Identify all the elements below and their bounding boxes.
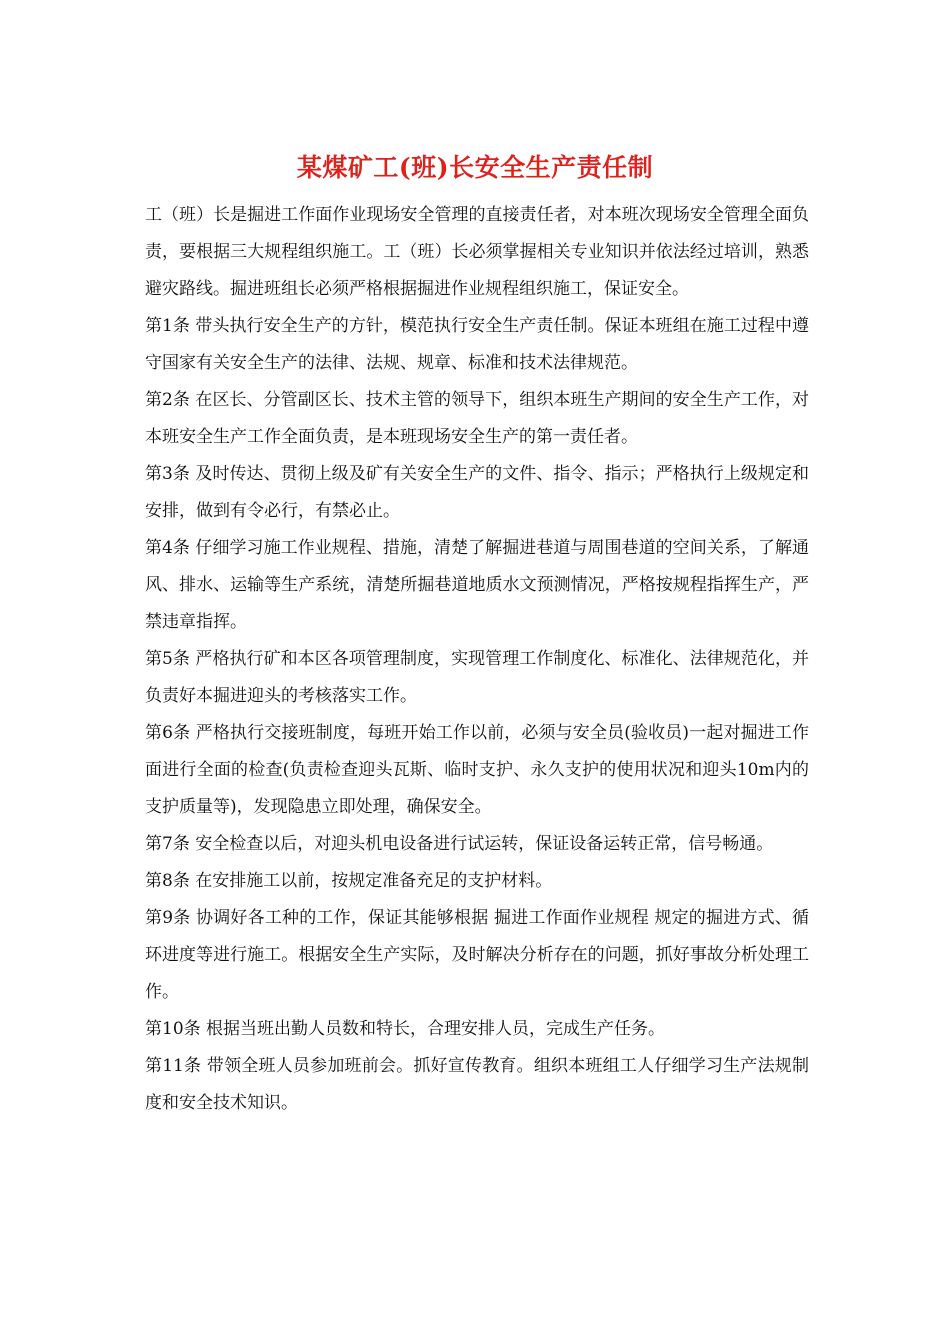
article-2: 第2条 在区长、分管副区长、技术主管的领导下，组织本班生产期间的安全生产工作，对本班安全生产工作全面负责，是本班现场安全生产的第一责任者。 bbox=[145, 390, 809, 447]
article-11: 第11条 带领全班人员参加班前会。抓好宣传教育。组织本班组工人仔细学习生产法规制度和安全技术知识。 bbox=[145, 1056, 809, 1113]
document-title: 某煤矿工(班)长安全生产责任制 bbox=[296, 153, 654, 182]
article-8: 第8条 在安排施工以前，按规定准备充足的支护材料。 bbox=[145, 871, 553, 891]
article-3: 第3条 及时传达、贯彻上级及矿有关安全生产的文件、指令、指示；严格执行上级规定和安排，做到有令必行，有禁必止。 bbox=[145, 464, 809, 521]
article-6: 第6条 严格执行交接班制度，每班开始工作以前，必须与安全员(验收员)一起对掘进工作面进行全面的检查(负责检查迎头瓦斯、临时支护、永久支护的使用状况和迎头10m内的支护质量等)，发现隐患立即处理，确保安全。 bbox=[145, 723, 809, 817]
article-10: 第10条 根据当班出勤人员数和特长，合理安排人员，完成生产任务。 bbox=[145, 1019, 666, 1039]
article-5: 第5条 严格执行矿和本区各项管理制度，实现管理工作制度化、标准化、法律规范化，并负责好本掘进迎头的考核落实工作。 bbox=[145, 649, 809, 706]
document-body bbox=[145, 197, 809, 1122]
article-9: 第9条 协调好各工种的工作，保证其能够根据 掘进工作面作业规程 规定的掘进方式、循环进度等进行施工。根据安全生产实际，及时解决分析存在的问题，抓好事故分析处理工作。 bbox=[145, 908, 809, 1002]
article-4: 第4条 仔细学习施工作业规程、措施，清楚了解掘进巷道与周围巷道的空间关系，了解通风、排水、运输等生产系统，清楚所掘巷道地质水文预测情况，严格按规程指挥生产，严禁违章指挥。 bbox=[145, 538, 809, 632]
intro-paragraph: 工（班）长是掘进工作面作业现场安全管理的直接责任者，对本班次现场安全管理全面负责，要根据三大规程组织施工。工（班）长必须掌握相关专业知识并依法经过培训，熟悉避灾路线。掘进班组长必须严格根据掘进作业规程组织施工，保证安全。 bbox=[145, 205, 809, 299]
article-7: 第7条 安全检查以后，对迎头机电设备进行试运转，保证设备运转正常，信号畅通。 bbox=[145, 834, 774, 854]
article-1: 第1条 带头执行安全生产的方针，模范执行安全生产责任制。保证本班组在施工过程中遵守国家有关安全生产的法律、法规、规章、标准和技术法律规范。 bbox=[145, 316, 809, 373]
